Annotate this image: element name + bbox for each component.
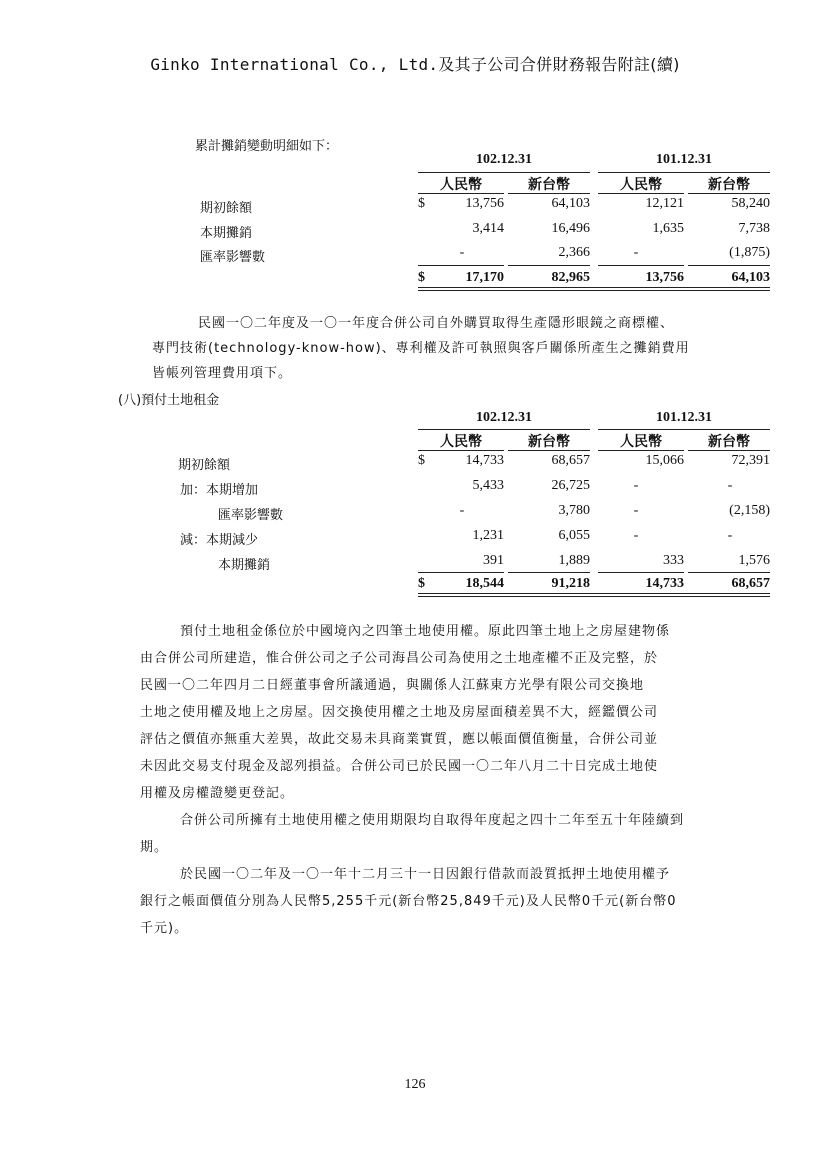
row-label: 期初餘額 — [200, 201, 253, 216]
table-cell: 3,414 — [472, 221, 504, 236]
table-cell: (2,158) — [729, 503, 770, 518]
row-label: 匯率影響數 — [218, 508, 284, 523]
table-cell: - — [633, 245, 639, 260]
table-cell: 1,889 — [558, 553, 590, 568]
subtotal-rule — [508, 265, 590, 266]
period-label: 102.12.31 — [476, 152, 532, 167]
currency-underline — [598, 450, 684, 451]
currency-underline — [418, 193, 504, 194]
table-cell: - — [459, 245, 465, 260]
table-cell: 1,576 — [738, 553, 770, 568]
paragraph-line: 由合併公司所建造，惟合併公司之子公司海昌公司為使用之土地產權不正及完整，於 — [140, 651, 659, 666]
table-cell: 2,366 — [558, 245, 590, 260]
currency-underline — [508, 193, 590, 194]
row-label: 減：本期減少 — [180, 533, 259, 548]
subtotal-rule — [598, 572, 684, 573]
subtotal-rule — [418, 265, 504, 266]
paragraph-line: 土地之使用權及地上之房屋。因交換使用權之土地及房屋面積差異不大，經鑑價公司 — [140, 705, 659, 720]
row-label: 加：本期增加 — [180, 483, 259, 498]
total-double-rule — [418, 593, 770, 594]
row-label: 匯率影響數 — [200, 250, 266, 265]
period-underline — [418, 429, 590, 430]
note-line: 專門技術(technology-know-how)、專利權及許可執照與客戶關係所產生之攤銷費用 — [152, 341, 690, 356]
currency-header: 人民幣 — [620, 177, 662, 193]
currency-header: 新台幣 — [708, 434, 750, 450]
total-cell: 17,170 — [465, 270, 504, 285]
table-cell: 13,756 — [465, 196, 504, 211]
period-underline — [418, 172, 590, 173]
total-cell: 14,733 — [645, 576, 684, 591]
note-line: 民國一〇二年度及一〇一年度合併公司自外購買取得生產隱形眼鏡之商標權、 — [198, 316, 675, 331]
total-cell: 18,544 — [465, 576, 504, 591]
total-double-rule — [418, 596, 770, 597]
table-cell: - — [727, 528, 733, 543]
currency-header: 新台幣 — [528, 177, 570, 193]
table-cell: - — [633, 528, 639, 543]
total-cell: 82,965 — [551, 270, 590, 285]
table-cell: 26,725 — [551, 478, 590, 493]
row-label: 期初餘額 — [178, 458, 231, 473]
note-line: 皆帳列管理費用項下。 — [152, 366, 293, 381]
currency-header: 人民幣 — [440, 434, 482, 450]
currency-underline — [508, 450, 590, 451]
paragraph-line: 合併公司所擁有土地使用權之使用期限均自取得年度起之四十二年至五十年陸續到 — [180, 813, 685, 828]
table-cell: 391 — [483, 553, 504, 568]
table-cell: 68,657 — [551, 453, 590, 468]
page-header — [0, 52, 830, 75]
paragraph-line: 銀行之帳面價值分別為人民幣5,255千元(新台幣25,849千元)及人民幣0千元(新台幣0 — [140, 894, 677, 909]
period-label: 101.12.31 — [656, 152, 712, 167]
table-cell: 64,103 — [551, 196, 590, 211]
paragraph-line: 期。 — [140, 840, 169, 855]
table-cell: 72,391 — [731, 453, 770, 468]
period-underline — [598, 172, 770, 173]
table-cell: - — [633, 503, 639, 518]
total-cell: 64,103 — [731, 270, 770, 285]
paragraph-line: 未因此交易支付現金及認列損益。合併公司已於民國一〇二年八月二十日完成土地使 — [140, 759, 659, 774]
currency-header: 新台幣 — [708, 177, 750, 193]
row-label: 本期攤銷 — [200, 226, 253, 241]
table-cell: - — [459, 503, 465, 518]
table-cell: 14,733 — [465, 453, 504, 468]
total-double-rule — [418, 287, 770, 288]
period-label: 101.12.31 — [656, 410, 712, 425]
paragraph-line: 民國一〇二年四月二日經董事會所議通過，與關係人江蘇東方光學有限公司交換地 — [140, 678, 645, 693]
table-cell: 16,496 — [551, 221, 590, 236]
period-label: 102.12.31 — [476, 410, 532, 425]
header-title: 及其子公司合併財務報告附註(續) — [438, 55, 680, 74]
dollar-sign: $ — [418, 576, 425, 591]
section-heading: (八)預付土地租金 — [118, 393, 220, 408]
table-cell: 1,635 — [652, 221, 684, 236]
currency-header: 人民幣 — [620, 434, 662, 450]
dollar-sign: $ — [418, 453, 425, 468]
period-underline — [598, 429, 770, 430]
subtotal-rule — [418, 572, 504, 573]
dollar-sign: $ — [418, 196, 425, 211]
paragraph-line: 評估之價值亦無重大差異，故此交易未具商業實質，應以帳面價值衡量，合併公司並 — [140, 732, 659, 747]
table-cell: (1,875) — [729, 245, 770, 260]
paragraph-line: 預付土地租金係位於中國境內之四筆土地使用權。原此四筆土地上之房屋建物係 — [180, 624, 671, 639]
currency-underline — [418, 450, 504, 451]
table-cell: 333 — [663, 553, 684, 568]
table-cell: - — [633, 478, 639, 493]
section1-intro: 累計攤銷變動明細如下： — [195, 139, 339, 154]
total-cell: 68,657 — [731, 576, 770, 591]
paragraph-line: 用權及房權證變更登記。 — [140, 786, 295, 801]
currency-header: 新台幣 — [528, 434, 570, 450]
subtotal-rule — [598, 265, 684, 266]
paragraph-line: 於民國一〇二年及一〇一年十二月三十一日因銀行借款而設質抵押土地使用權予 — [180, 867, 671, 882]
subtotal-rule — [688, 265, 770, 266]
currency-underline — [598, 193, 684, 194]
currency-header: 人民幣 — [440, 177, 482, 193]
table-cell: 6,055 — [558, 528, 590, 543]
total-cell: 13,756 — [645, 270, 684, 285]
paragraph-line: 千元)。 — [140, 921, 189, 936]
currency-underline — [688, 193, 770, 194]
row-label: 本期攤銷 — [218, 558, 271, 573]
table-cell: 7,738 — [738, 221, 770, 236]
table-cell: 15,066 — [645, 453, 684, 468]
total-cell: 91,218 — [551, 576, 590, 591]
table-cell: - — [727, 478, 733, 493]
total-double-rule — [418, 290, 770, 291]
company-name: Ginko International Co., Ltd. — [150, 55, 439, 74]
table-cell: 3,780 — [558, 503, 590, 518]
dollar-sign: $ — [418, 270, 425, 285]
page-number: 126 — [404, 1077, 426, 1092]
table-cell: 58,240 — [731, 196, 770, 211]
table-cell: 1,231 — [472, 528, 504, 543]
subtotal-rule — [688, 572, 770, 573]
currency-underline — [688, 450, 770, 451]
table-cell: 5,433 — [472, 478, 504, 493]
subtotal-rule — [508, 572, 590, 573]
table-cell: 12,121 — [645, 196, 684, 211]
